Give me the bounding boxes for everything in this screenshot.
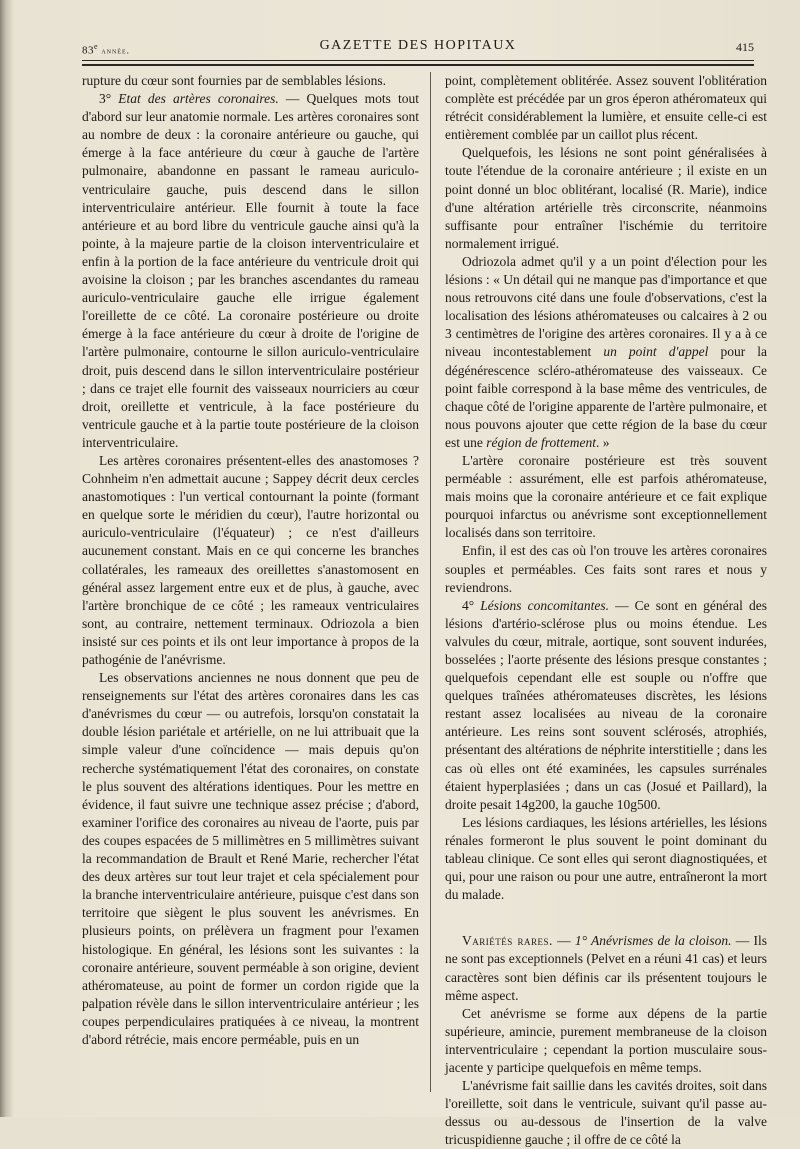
section-heading: Lésions concomitantes. xyxy=(480,597,609,613)
journal-title: GAZETTE DES HOPITAUX xyxy=(319,38,517,53)
page-header xyxy=(82,36,754,58)
header-rule-thick xyxy=(82,64,754,66)
paragraph-coronary-arteries: 3° Etat des artères coronaires. — Quelques mots tout d'abord sur leur anatomie normale. Les artères coronaires sont au nombre de deux : la coronaire antérieure ou gauche, qui émerge à la face antérieure du cœur à gauche de l'artère pulmonaire, abandonne en passant le rameau auriculo-ventriculaire gauche, puis descend dans le sillon interventriculaire antérieur. Elle fournit à toute la face antérieure et au bord libre du ventricule gauche ainsi qu'à la pointe, à la majeure partie de la cloison interventriculaire et enfin à la portion de la face antérieure du ventricule droit qui avoisine la cloison ; par les branches ascendantes du rameau auriculo-ventriculaire gauche elle irrigue également l'oreillette de ce côté. La coronaire postérieure ou droite émerge à la face antérieure du cœur à droite de l'origine de l'artère pulmonaire, contourne le sillon auriculo-ventriculaire droit, puis descend dans le sillon interventriculaire postérieur ; dans ce trajet elle fournit des vaisseaux nourriciers au cœur droit, oreillette et ventricule, à la face postérieure du ventricule gauche et à la partie toute postérieure de la cloison interventriculaire. xyxy=(82,91,420,450)
section-heading: Variétés rares. xyxy=(462,933,553,949)
page-number: 415 xyxy=(736,40,754,54)
left-column xyxy=(82,72,419,1049)
section-heading: Etat des artères coronaires. xyxy=(118,91,279,107)
paragraph: point, complètement oblitérée. Assez souvent l'oblitération complète est précédée par un gros éperon athéromateux qui rétrécit considérablement la lumière, et ensuite celle-ci est entièrement comblée par un caillot plus récent. xyxy=(445,73,767,143)
paragraph: rupture du cœur sont fournies par de semblables lésions. xyxy=(82,73,387,88)
issue-number: 83e année. xyxy=(82,42,130,57)
header-rule xyxy=(82,60,754,61)
column-divider xyxy=(430,72,431,1092)
paragraph: Quelquefois, les lésions ne sont point généralisées à toute l'étendue de la coronaire antérieure ; il existe en un point donné un bloc oblitérant, localisé (R. Marie), indice d'une altération artérielle très circonscrite, néanmoins suffisante pour entraîner l'ischémie du territoire normalement irrigué. xyxy=(445,145,767,251)
paragraph-rare-varieties: Variétés rares. — 1° Anévrismes de la cloison. — Ils ne sont pas exceptionnels (Pelvet en a réuni 41 cas) et leurs caractères sont bien définis car ils présentent toujours le même aspect. xyxy=(445,933,767,1003)
paragraph-concomitant-lesions: 4° Lésions concomitantes. — Ce sont en général des lésions d'artério-sclérose plus ou moins étendue. Les valvules du cœur, mitrale, aortique, sont souvent indurées, bosselées ; l'aorte présente des lésions presque constantes ; quelquefois cependant elle est souple ou n'offre que quelques traînées athéromateuses discrètes, les lésions restant assez localisées au niveau de la coronaire antérieure. Les reins sont souvent sclérosés, atrophiés, présentant des altérations de néphrite interstitielle ; dans les cas où elles ont été examinées, les capsules surrénales étaient hyperplasiées ; dans un cas (Josué et Paillard), la droite pesait 14g200, la gauche 10g500. xyxy=(445,597,767,812)
paragraph: L'artère coronaire postérieure est très souvent perméable : assurément, elle est parfois athéromateuse, mais moins que la coronaire antérieure et ce fait explique pourquoi infarctus ou anévrisme sont exceptionnellement localisés dans son territoire. xyxy=(445,452,767,541)
paragraph: Les lésions cardiaques, les lésions artérielles, les lésions rénales formeront le plus souvent le point dominant du tableau clinique. Ce sont elles qui seront diagnostiquées, et qui, pour une raison ou pour une autre, entraîneront la mort du malade. xyxy=(445,814,767,903)
paragraph: L'anévrisme fait saillie dans les cavités droites, soit dans l'oreillette, soit dans le ventricule, suivant qu'il passe au-dessus ou au-dessous de l'insertion de la valve tricuspidienne gauche ; il offre de ce côté la xyxy=(445,1078,767,1148)
right-column xyxy=(445,72,767,1149)
paragraph: Les observations anciennes ne nous donnent que peu de renseignements sur l'état des artères coronaires dans les cas d'anévrismes du cœur — ou autrefois, lorsqu'on constatait la double lésion pariétale et artérielle, on ne lui attribuait que la simple valeur d'une coïncidence — mais depuis qu'on recherche systématiquement l'état des coronaires, on constate le plus souvent des altérations identiques. Pour les mettre en évidence, il faut suivre une technique assez précise ; d'abord, examiner l'orifice des coronaires au niveau de l'aorte, puis par des coupes espacées de 5 millimètres en 5 millimètres suivant la recommandation de Brault et René Marie, rechercher l'état des deux artères sur tout leur trajet et cela spécialement pour la branche interventriculaire antérieure, puisque c'est dans son territoire que siègent le plus souvent les anévrismes. En plusieurs points, on prélèvera un fragment pour l'examen histologique. En général, les lésions sont les suivantes : la coronaire antérieure, souvent perméable à son origine, devient athéromateuse, au point de former un cordon rigide que la palpation révèle dans le sillon interventriculaire antérieur ; les coupes perpendiculaires pratiquées à ce niveau, la montrent d'abord rétrécie, mais encore perméable, puis en un xyxy=(82,670,419,1047)
paragraph: Cet anévrisme se forme aux dépens de la partie supérieure, amincie, purement membraneuse de la cloison interventriculaire ; cependant la portion musculaire sous-jacente y participe quelquefois en même temps. xyxy=(445,1005,767,1075)
paragraph: Les artères coronaires présentent-elles des anastomoses ? Cohnheim n'en admettait aucune ; Sappey décrit deux cercles anastomotiques : l'un vertical contournant la pointe (formant en quelque sorte le méridien du cœur), l'autre horizontal ou auriculo-ventriculaire (l'équateur) ; ce n'est d'ailleurs aucunement constant. Mais en ce qui concerne les branches collatérales, les rameaux des oreillettes s'anastomosent en général assez largement entre eux et de plus, à gauche, avec l'artère bronchique de ce côté ; les rameaux ventriculaires sont, au contraire, nettement terminaux. Odriozola a bien insisté sur ces points et ils ont leur importance à propos de la pathogénie de l'anévrisme. xyxy=(82,452,419,667)
paragraph: Enfin, il est des cas où l'on trouve les artères coronaires souples et perméables. Ces faits sont rares et nous y reviendrons. xyxy=(445,543,767,595)
paragraph-odriozola: Odriozola admet qu'il y a un point d'élection pour les lésions : « Un détail qui ne manque pas d'importance et que nous retrouvons cité dans une foule d'observations, c'est la localisation des lésions athéromateuses ou calcaires à 2 ou 3 centimètres de l'origine des artères coronaires. Il y a à ce niveau incontestablement un point d'appel pour la dégénérescence scléro-athéromateuse des vaisseaux. Ce point faible correspond à la base même des ventricules, de chaque côté de l'origine apparente de l'artère pulmonaire, et nous pouvons ajouter que cette région de la base du cœur est une région de frottement. » xyxy=(445,253,767,450)
